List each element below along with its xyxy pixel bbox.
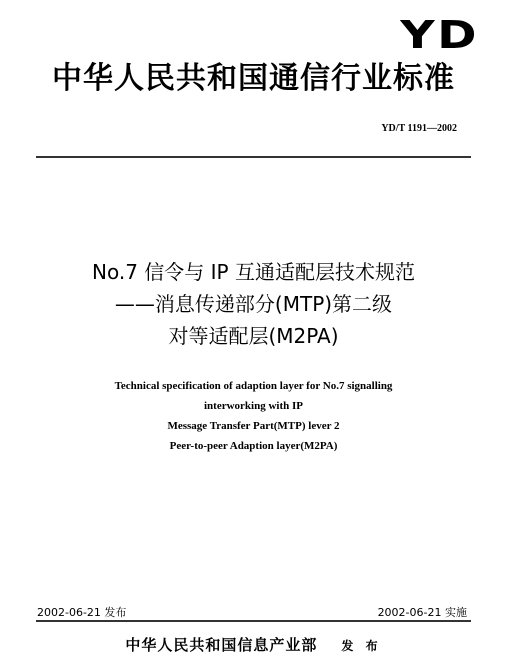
yd-logo: YD — [400, 13, 479, 57]
standard-category-title: 中华人民共和国通信行业标准 — [52, 61, 455, 96]
english-title-line-2: interworking with IP — [204, 400, 303, 412]
chinese-title-line-1: No.7 信令与 IP 互通适配层技术规范 — [92, 260, 415, 284]
publish-date: 2002-06-21 发布 — [37, 606, 127, 619]
english-title-line-1: Technical specification of adaption layer for No.7 signalling — [114, 380, 393, 392]
issuer-action: 发 布 — [341, 639, 382, 653]
english-title-line-4: Peer-to-peer Adaption layer(M2PA) — [169, 440, 338, 452]
chinese-title-line-2: ——消息传递部分(MTP)第二级 — [114, 292, 393, 316]
top-divider — [36, 156, 471, 158]
english-title — [0, 376, 507, 456]
bottom-divider — [36, 620, 471, 622]
chinese-title-line-3: 对等适配层(M2PA) — [168, 324, 339, 348]
issuer-name: 中华人民共和国信息产业部 — [125, 636, 318, 654]
issuer-line — [0, 634, 507, 655]
implement-date: 2002-06-21 实施 — [377, 606, 467, 619]
english-title-line-3: Message Transfer Part(MTP) lever 2 — [167, 420, 340, 432]
standard-number: YD/T 1191—2002 — [381, 123, 457, 134]
chinese-title — [0, 256, 507, 352]
